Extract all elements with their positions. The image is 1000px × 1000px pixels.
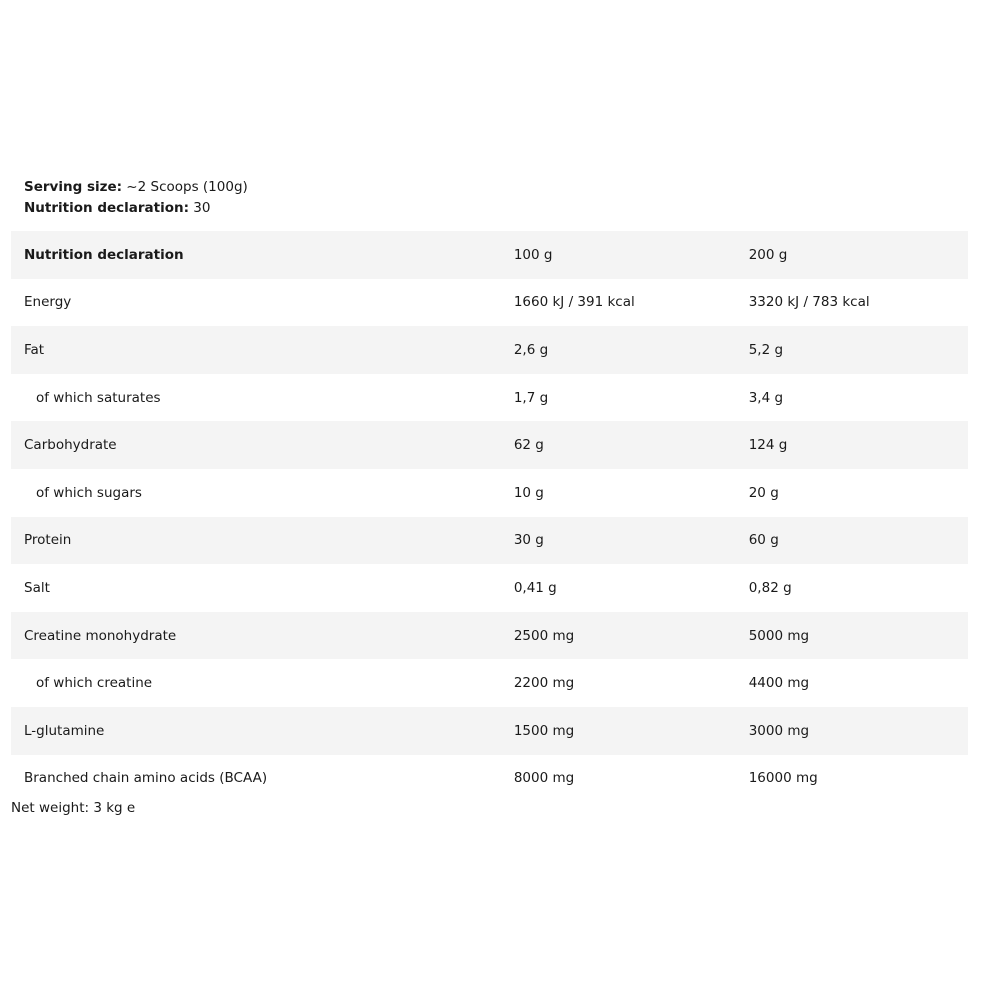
- table-header-row: [11, 231, 968, 279]
- nutrient-name: Creatine monohydrate: [11, 612, 514, 660]
- value-per-200g: 124 g: [749, 421, 968, 469]
- value-per-100g: 10 g: [513, 484, 544, 501]
- header-per-100g: 100 g: [514, 231, 749, 279]
- value-per-100g: 1,7 g: [513, 389, 549, 406]
- table-row: [11, 517, 968, 565]
- servings-count-value: 30: [189, 200, 211, 216]
- value-per-200g: 3320 kJ / 783 kcal: [748, 294, 870, 311]
- nutrient-name: Carbohydrate: [11, 421, 514, 469]
- servings-count-line: [24, 198, 248, 219]
- header-per-200g: 200 g: [749, 231, 968, 279]
- net-weight: Net weight: 3 kg e: [11, 800, 136, 816]
- serving-size-line: [24, 177, 248, 198]
- value-per-200g: 20 g: [748, 484, 779, 501]
- table-row: [11, 421, 968, 469]
- value-per-100g: 2200 mg: [513, 675, 575, 692]
- nutrition-table: [11, 231, 968, 802]
- nutrient-name: Energy: [24, 294, 72, 311]
- table-row: [11, 707, 968, 755]
- table-row: [11, 564, 968, 612]
- value-per-200g: 0,82 g: [748, 579, 792, 596]
- value-per-100g: 2,6 g: [514, 326, 749, 374]
- serving-size-value: ~2 Scoops (100g): [122, 179, 248, 195]
- nutrient-name: of which creatine: [36, 675, 153, 692]
- value-per-200g: 3,4 g: [748, 389, 784, 406]
- value-per-200g: 16000 mg: [748, 770, 818, 787]
- nutrient-name: Branched chain amino acids (BCAA): [24, 770, 268, 787]
- value-per-100g: 30 g: [514, 517, 749, 565]
- value-per-200g: 5,2 g: [749, 326, 968, 374]
- nutrient-name: Protein: [11, 517, 514, 565]
- nutrient-name: Salt: [24, 579, 50, 596]
- value-per-100g: 0,41 g: [513, 579, 557, 596]
- value-per-100g: 62 g: [514, 421, 749, 469]
- table-row: [11, 469, 968, 517]
- value-per-200g: 3000 mg: [749, 707, 968, 755]
- value-per-100g: 8000 mg: [513, 770, 575, 787]
- nutrient-name: L-glutamine: [11, 707, 514, 755]
- nutrient-name: of which saturates: [36, 389, 161, 406]
- table-row: [11, 612, 968, 660]
- table-row: [11, 279, 968, 327]
- servings-count-label: Nutrition declaration:: [24, 200, 190, 216]
- header-nutrient: Nutrition declaration: [11, 231, 514, 279]
- serving-size-label: Serving size:: [24, 179, 123, 195]
- value-per-100g: 1660 kJ / 391 kcal: [513, 294, 635, 311]
- table-row: [11, 755, 968, 803]
- nutrient-name: Fat: [11, 326, 514, 374]
- nutrient-name: of which sugars: [36, 484, 142, 501]
- table-row: [11, 659, 968, 707]
- value-per-200g: 5000 mg: [749, 612, 968, 660]
- value-per-200g: 60 g: [749, 517, 968, 565]
- serving-info: [24, 177, 248, 219]
- value-per-100g: 1500 mg: [514, 707, 749, 755]
- table-row: [11, 326, 968, 374]
- value-per-100g: 2500 mg: [514, 612, 749, 660]
- table-row: [11, 374, 968, 422]
- value-per-200g: 4400 mg: [748, 675, 810, 692]
